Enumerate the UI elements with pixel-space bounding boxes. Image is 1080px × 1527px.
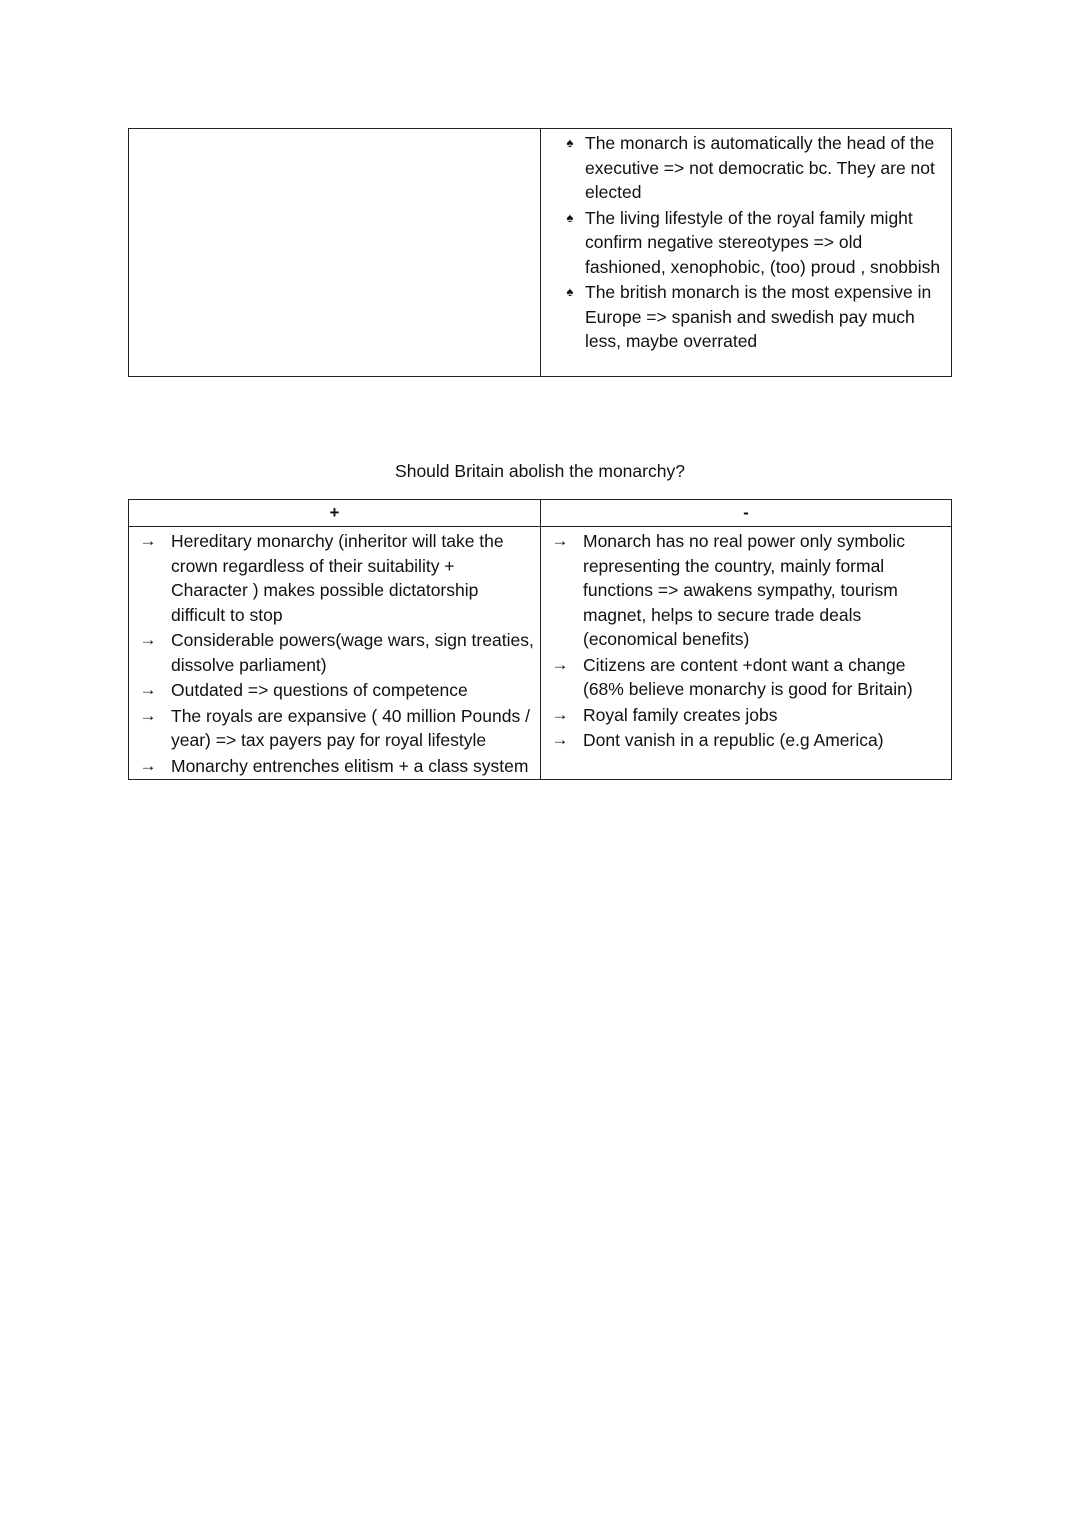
list-item-text: Outdated => questions of competence <box>171 680 468 700</box>
arguments-table-continued <box>128 128 952 377</box>
list-item <box>137 628 534 677</box>
list-item <box>137 704 534 753</box>
plus-list <box>137 529 534 778</box>
list-item <box>551 131 947 205</box>
list-item-text: Monarchy entrenches elitism + a class system <box>171 755 529 776</box>
list-item <box>549 529 945 652</box>
right-arrow-icon: → <box>551 531 569 550</box>
right-arrow-icon: → <box>551 730 569 749</box>
list-item-text: Dont vanish in a republic (e.g America) <box>583 730 884 750</box>
list-item <box>137 678 534 703</box>
right-cell <box>541 129 952 377</box>
minus-list <box>549 529 945 753</box>
list-item-text: The royals are expansive ( 40 million Pounds / year) => tax payers pay for royal lifestyle <box>171 705 530 750</box>
pros-cons-table <box>128 499 952 780</box>
list-item-text: Monarch has no real power only symbolic representing the country, mainly formal functions => awakens sympathy, tourism magnet, helps to secure trade deals (economical benefits) <box>583 531 905 649</box>
list-item <box>551 280 947 354</box>
list-item-text: Considerable powers(wage wars, sign treaties, dissolve parliament) <box>171 630 534 675</box>
spade-icon: ♠ <box>566 135 574 150</box>
list-item-text: Hereditary monarchy (inheritor will take the crown regardless of their suitability + Character ) makes possible dictatorship difficult to stop <box>171 531 504 625</box>
empty-left-cell <box>129 129 541 377</box>
list-item-text: The british monarch is the most expensive in Europe => spanish and swedish pay much less, maybe overrated <box>585 282 932 351</box>
plus-cell <box>129 527 541 780</box>
argument-list <box>551 131 947 354</box>
page-title: Should Britain abolish the monarchy? <box>395 461 685 481</box>
table-row <box>129 527 952 780</box>
list-item-text: The monarch is automatically the head of the executive => not democratic bc. They are not elected <box>585 133 935 202</box>
list-item <box>137 529 534 627</box>
right-arrow-icon: → <box>551 704 569 724</box>
right-arrow-icon: → <box>551 654 569 674</box>
table-header-row <box>129 500 952 527</box>
minus-column-header: - <box>541 500 952 527</box>
list-item-text: The living lifestyle of the royal family might confirm negative stereotypes => old fashioned, xenophobic, (too) proud , snobbish <box>585 207 941 277</box>
spade-icon: ♠ <box>566 284 574 299</box>
right-arrow-icon: → <box>139 705 157 725</box>
plus-column-header: + <box>129 500 541 527</box>
table-row <box>129 129 952 377</box>
list-item-text: Citizens are content +dont want a change (68% believe monarchy is good for Britain) <box>583 654 913 699</box>
right-arrow-icon: → <box>139 630 157 649</box>
right-arrow-icon: → <box>139 531 157 550</box>
list-item <box>549 728 945 753</box>
minus-cell <box>541 527 952 780</box>
spade-icon: ♠ <box>566 209 574 225</box>
right-arrow-icon: → <box>139 755 157 775</box>
list-item <box>551 206 947 280</box>
list-item <box>549 703 945 728</box>
list-item <box>549 653 945 702</box>
list-item <box>137 754 534 779</box>
list-item-text: Royal family creates jobs <box>583 704 778 725</box>
right-arrow-icon: → <box>139 680 157 699</box>
